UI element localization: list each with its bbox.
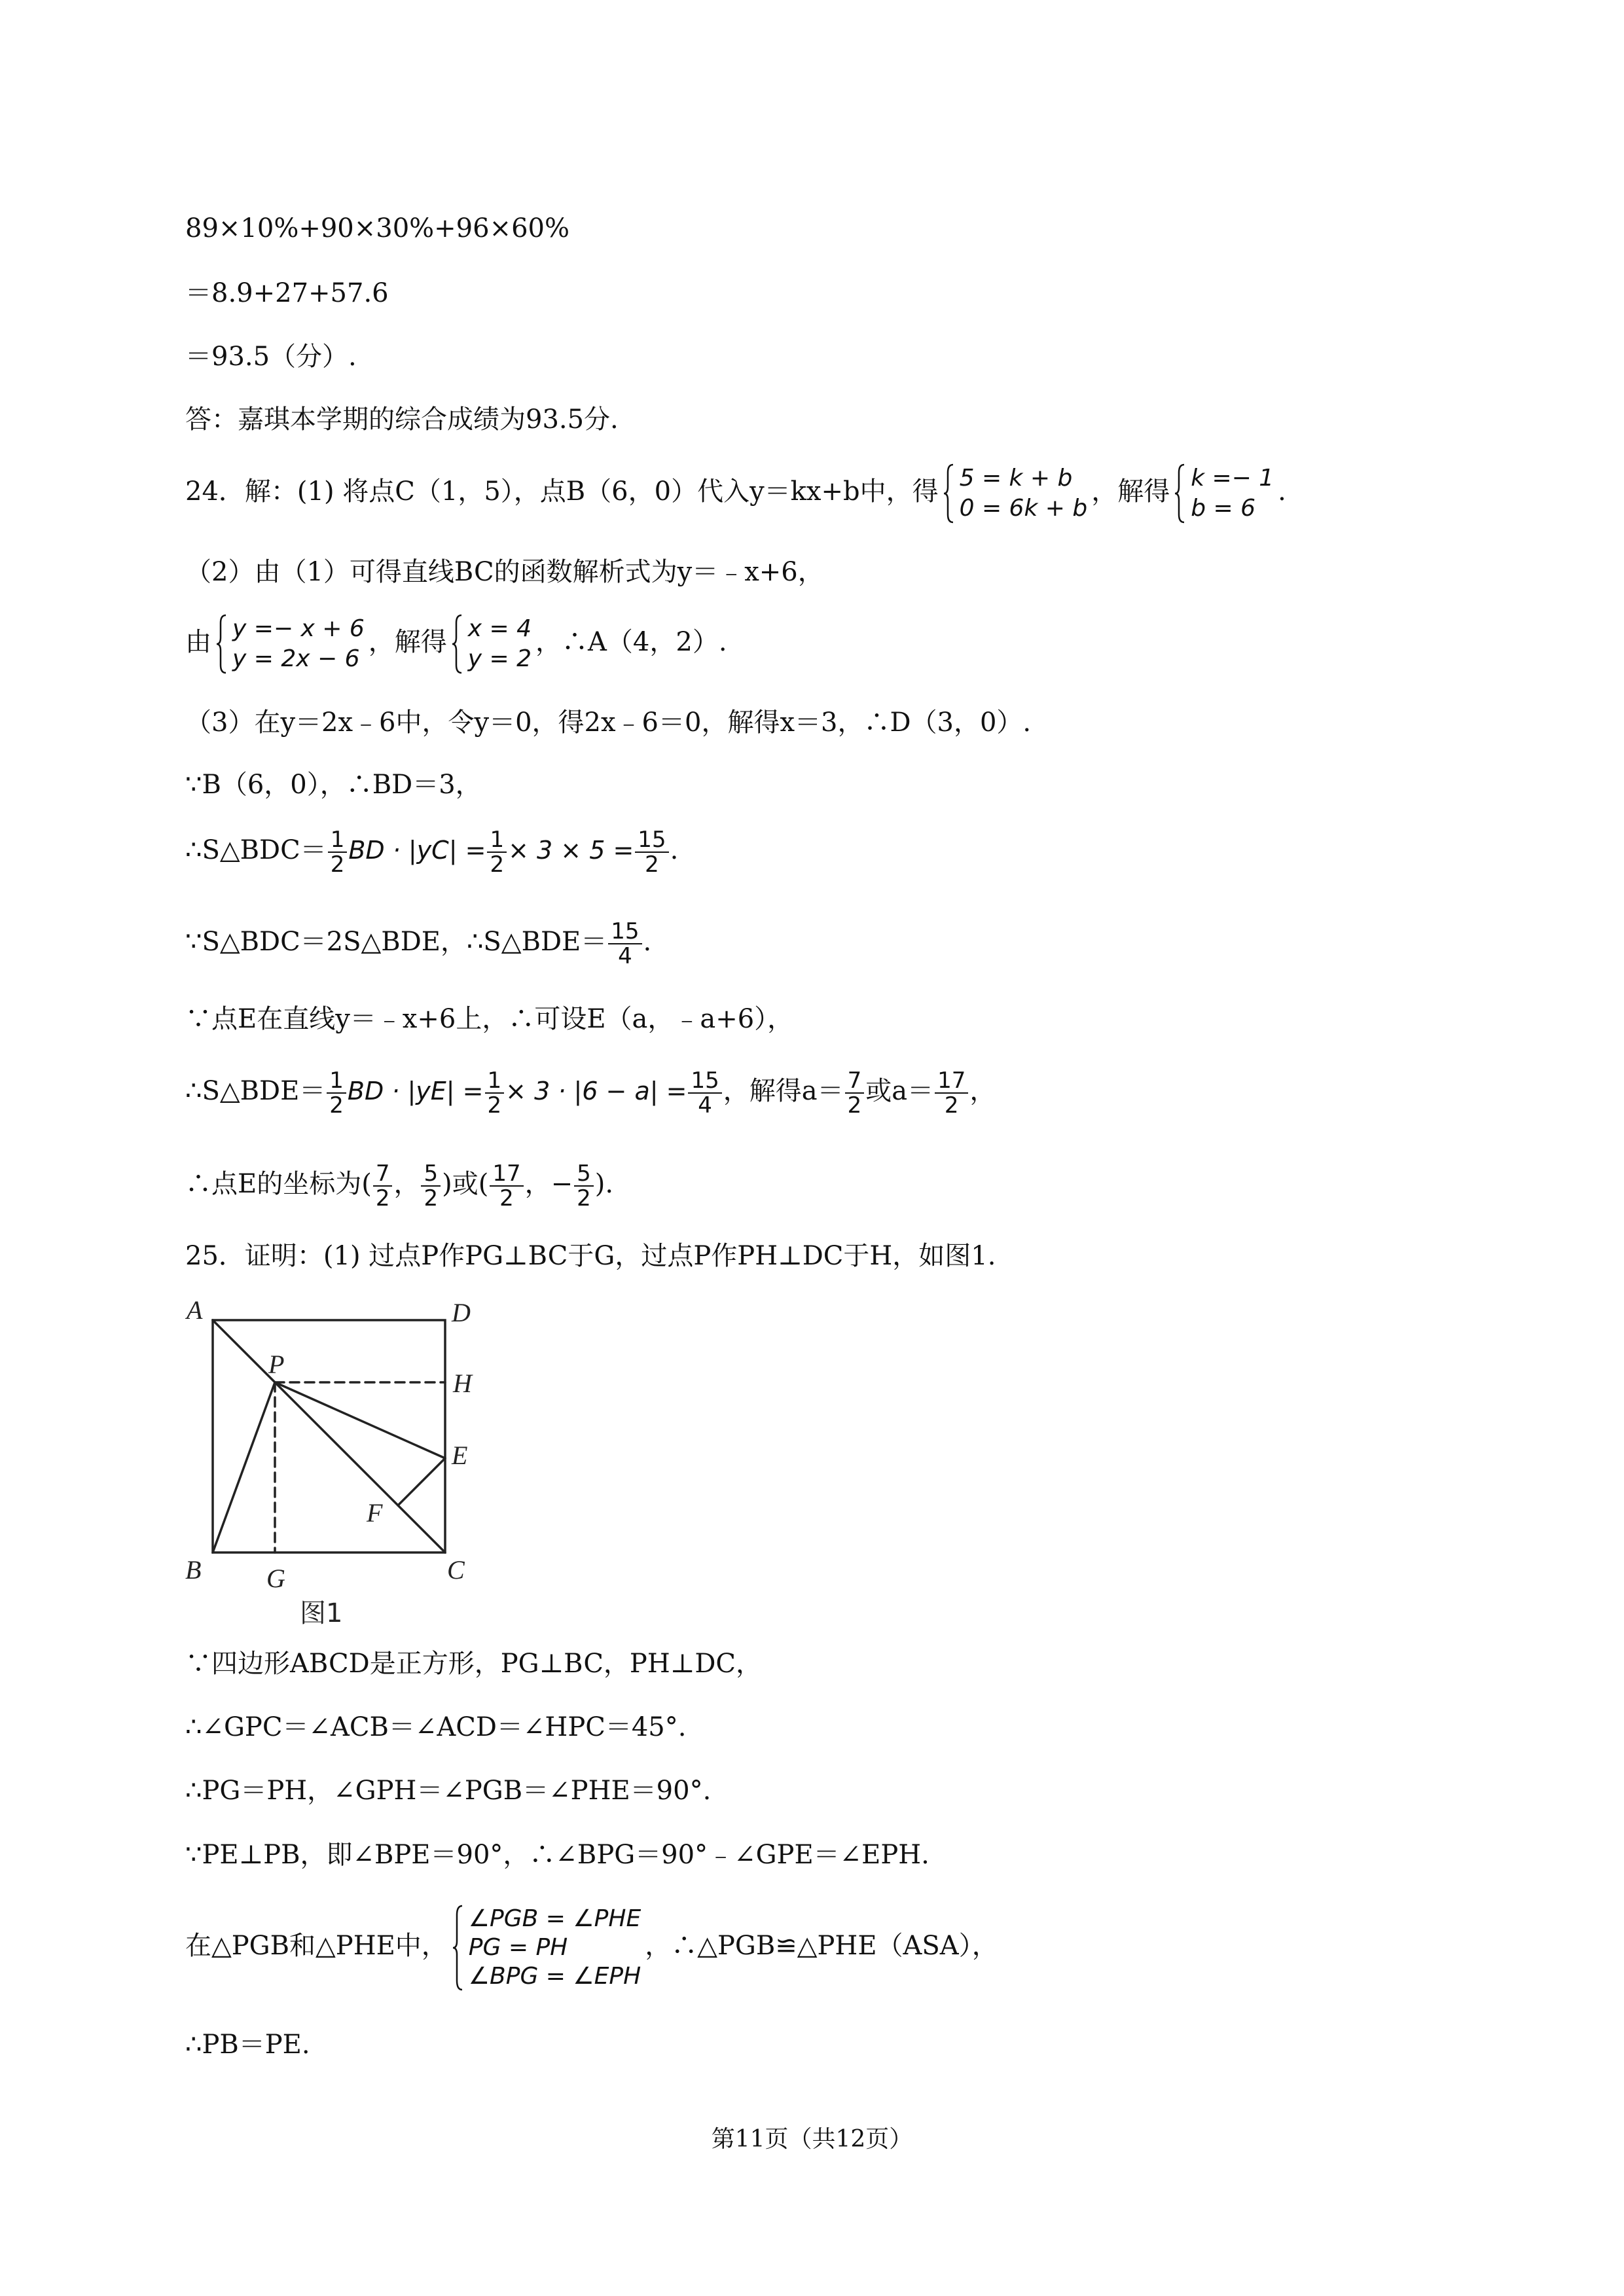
figure-caption: 图1 — [300, 1598, 343, 1628]
fraction: $\frac{17}{2}$ — [935, 1069, 968, 1117]
fraction: $\frac{1}{2}$ — [327, 1069, 346, 1117]
fraction: $\frac{15}{2}$ — [635, 828, 668, 876]
text-line: ∵S△BDC＝2S△BDE，∴S△BDE＝ $\frac{15}{4}$ . — [185, 918, 652, 969]
segment-pe — [275, 1382, 445, 1458]
text-line: 89×10%+90×30%+96×60% — [185, 213, 569, 243]
page-footer: 第11页（共12页） — [711, 2126, 913, 2153]
fraction: $\frac{7}{2}$ — [373, 1162, 393, 1210]
fraction: $\frac{1}{2}$ — [328, 828, 348, 876]
label-f: F — [367, 1498, 383, 1528]
fraction: $\frac{1}{2}$ — [485, 1069, 505, 1117]
question-25-line: 25．证明：(1) 过点P作PG⊥BC于G，过点P作PH⊥DC于H，如图1. — [185, 1241, 996, 1271]
label-p: P — [268, 1350, 285, 1379]
equation-system: 5 = k + b 0 = 6k + b — [943, 463, 1088, 524]
fraction: $\frac{17}{2}$ — [490, 1162, 523, 1210]
label-c: C — [447, 1555, 465, 1585]
text-line: ＝8.9+27+57.6 — [185, 278, 389, 308]
question-24-line: 24．解：(1) 将点C（1，5），点B（6，0）代入y＝kx+b中，得 5 = k + b 0 = 6k + b ，解得 k =− 1 b = 6 . — [185, 463, 1286, 524]
text-line: ∵B（6，0），∴BD＝3， — [185, 770, 482, 800]
label-g: G — [266, 1564, 285, 1593]
text-line: （3）在y＝2x﹣6中，令y＝0，得2x﹣6＝0，解得x＝3，∴D（3，0）. — [185, 708, 1032, 738]
label-b: B — [185, 1555, 202, 1585]
fraction: $\frac{1}{2}$ — [487, 828, 507, 876]
text-line: ∵PE⊥PB，即∠BPE＝90°，∴∠BPG＝90°﹣∠GPE＝∠EPH. — [185, 1840, 929, 1870]
text-line: ＝93.5（分）. — [185, 342, 357, 372]
label-e: E — [452, 1441, 468, 1470]
text-line: 答：嘉琪本学期的综合成绩为93.5分. — [185, 404, 619, 435]
fraction: $\frac{5}{2}$ — [421, 1162, 441, 1210]
text-line: ∴S△BDC＝ $\frac{1}{2}$ BD · |yC| = $\frac{1}{2}$ × 3 × 5 = $\frac{15}{2}$ . — [185, 827, 679, 878]
fraction: $\frac{5}{2}$ — [574, 1162, 594, 1210]
segment-pb — [213, 1382, 275, 1552]
text-line: 在△PGB和△PHE中， ∠PGB = ∠PHE PG = PH ∠BPG = ∠EPH ，∴△PGB≌△PHE（ASA）， — [185, 1905, 998, 1990]
label-d: D — [452, 1298, 471, 1327]
text-line: ∴点E的坐标为( $\frac{7}{2}$ ， $\frac{5}{2}$ )或( $\frac{17}{2}$ ，− $\frac{5}{2}$ ). — [185, 1160, 614, 1211]
label-a: A — [187, 1295, 203, 1325]
text-line: 由 y =− x + 6 y = 2x − 6 ，解得 x = 4 y = 2 ，∴A（4，2）. — [185, 614, 727, 674]
equation-system: k =− 1 b = 6 — [1174, 463, 1274, 524]
label-h: H — [453, 1369, 472, 1398]
geometry-figure — [180, 1293, 520, 1633]
fraction: $\frac{15}{4}$ — [608, 920, 641, 968]
text-line: （2）由（1）可得直线BC的函数解析式为y＝﹣x+6， — [185, 557, 824, 587]
equation-system: y =− x + 6 y = 2x − 6 — [215, 614, 365, 674]
diagonal-ac — [213, 1320, 445, 1552]
text-line: ∵四边形ABCD是正方形，PG⊥BC，PH⊥DC， — [185, 1649, 763, 1679]
text-line: ∴S△BDE＝ $\frac{1}{2}$ BD · |yE| = $\frac{1}{2}$ × 3 · |6 − a| = $\frac{15}{4}$ ，解得a＝ $\frac{7}{2}$ 或a＝ $\frac{17}{2}$ ， — [185, 1067, 996, 1119]
equation-system: x = 4 y = 2 — [451, 614, 532, 674]
text-line: ∴PB＝PE. — [185, 2030, 310, 2060]
equation-system: ∠PGB = ∠PHE PG = PH ∠BPG = ∠EPH — [452, 1905, 641, 1991]
segment-fe — [398, 1458, 445, 1505]
fraction: $\frac{7}{2}$ — [845, 1069, 865, 1117]
text-line: ∴∠GPC＝∠ACB＝∠ACD＝∠HPC＝45°. — [185, 1712, 687, 1742]
fraction: $\frac{15}{4}$ — [688, 1069, 721, 1117]
text-line: ∴PG＝PH，∠GPH＝∠PGB＝∠PHE＝90°. — [185, 1776, 712, 1806]
text-line: ∵点E在直线y＝﹣x+6上，∴可设E（a，﹣a+6）， — [185, 1004, 794, 1034]
